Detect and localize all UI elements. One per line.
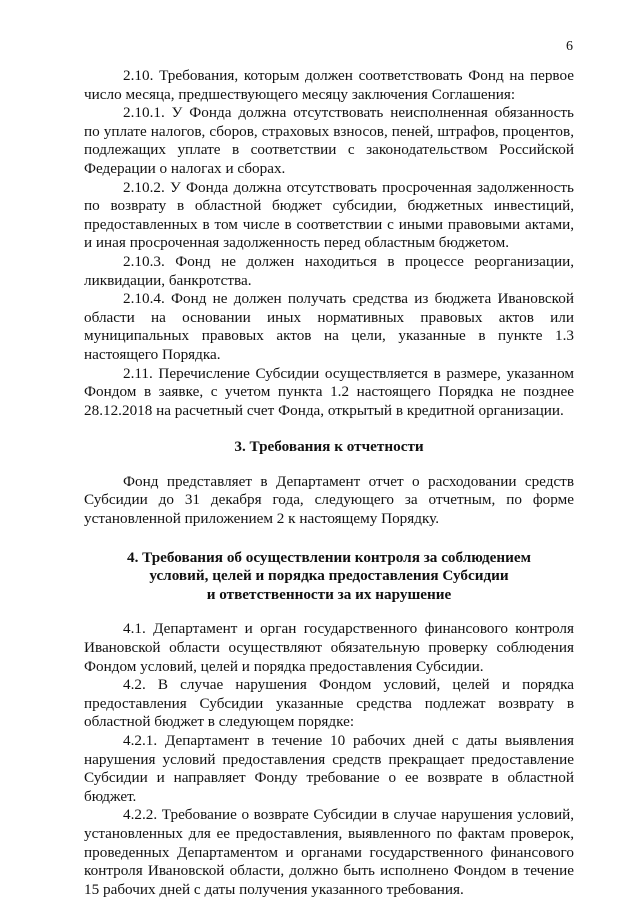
section-4-heading <box>84 549 574 605</box>
page-number: 6 <box>566 39 573 54</box>
paragraph-3: Фонд представляет в Департамент отчет о расходовании средств Субсидии до 31 декабря года, следующего за отчетным, по форме установленной приложением 2 к настоящему Порядку. <box>84 472 574 528</box>
paragraph-4-2-2: 4.2.2. Требование о возврате Субсидии в случае нарушения условий, установленных для ее предоставления, выявленного по фактам проверок, проведенных Департаментом и органами государственного финансового контроля Ивановской области, должно быть исполнено Фондом в течение 15 рабочих дней с даты получения указанного требования. <box>84 806 574 898</box>
paragraph-4-2: 4.2. В случае нарушения Фондом условий, целей и порядка предоставления Субсидии указанные средства подлежат возврату в областной бюджет в следующем порядке: <box>84 676 574 731</box>
paragraph-4-1: 4.1. Департамент и орган государственного финансового контроля Ивановской области осуществляют обязательную проверку соблюдения Фондом условий, целей и порядка предоставления Субсидии. <box>84 620 574 675</box>
paragraph-2-10-2: 2.10.2. У Фонда должна отсутствовать просроченная задолженность по возврату в областной бюджет субсидии, бюджетных инвестиций, предоставленных в том числе в соответствии с иными правовыми актами, и иная просроченная задолженность перед областным бюджетом. <box>84 178 574 252</box>
paragraph-2-10-1: 2.10.1. У Фонда должна отсутствовать неисполненная обязанность по уплате налогов, сборов, страховых взносов, пеней, штрафов, процентов, подлежащих уплате в соответствии с законодательством Российской Федерации о налогах и сборах. <box>84 104 574 177</box>
paragraph-2-11: 2.11. Перечисление Субсидии осуществляется в размере, указанном Фондом в заявке, с учетом пункта 1.2 настоящего Порядка не позднее 28.12.2018 на расчетный счет Фонда, открытый в кредитной организации. <box>84 364 574 419</box>
paragraph-2-10: 2.10. Требования, которым должен соответствовать Фонд на первое число месяца, предшествующего месяцу заключения Соглашения: <box>84 67 574 103</box>
paragraph-2-10-3: 2.10.3. Фонд не должен находиться в процессе реорганизации, ликвидации, банкротства. <box>84 252 574 289</box>
document-body <box>84 67 574 899</box>
section-3-heading: 3. Требования к отчетности <box>234 438 424 456</box>
section-4-heading-line-2: условий, целей и порядка предоставления Субсидии <box>149 567 509 585</box>
paragraph-2-10-4: 2.10.4. Фонд не должен получать средства из бюджета Ивановской области на основании иных нормативных правовых актов или муниципальных правовых актов на цели, указанные в пункте 1.3 настоящего Порядка. <box>84 290 574 363</box>
section-4-heading-line-1: 4. Требования об осуществлении контроля за соблюдением <box>126 548 532 566</box>
paragraph-4-2-1: 4.2.1. Департамент в течение 10 рабочих дней с даты выявления нарушения условий предоставления средств прекращает предоставление Субсидии и направляет Фонду требование о ее возврате в областной бюджет. <box>84 732 574 805</box>
section-4-heading-line-3: и ответственности за их нарушение <box>206 585 452 603</box>
